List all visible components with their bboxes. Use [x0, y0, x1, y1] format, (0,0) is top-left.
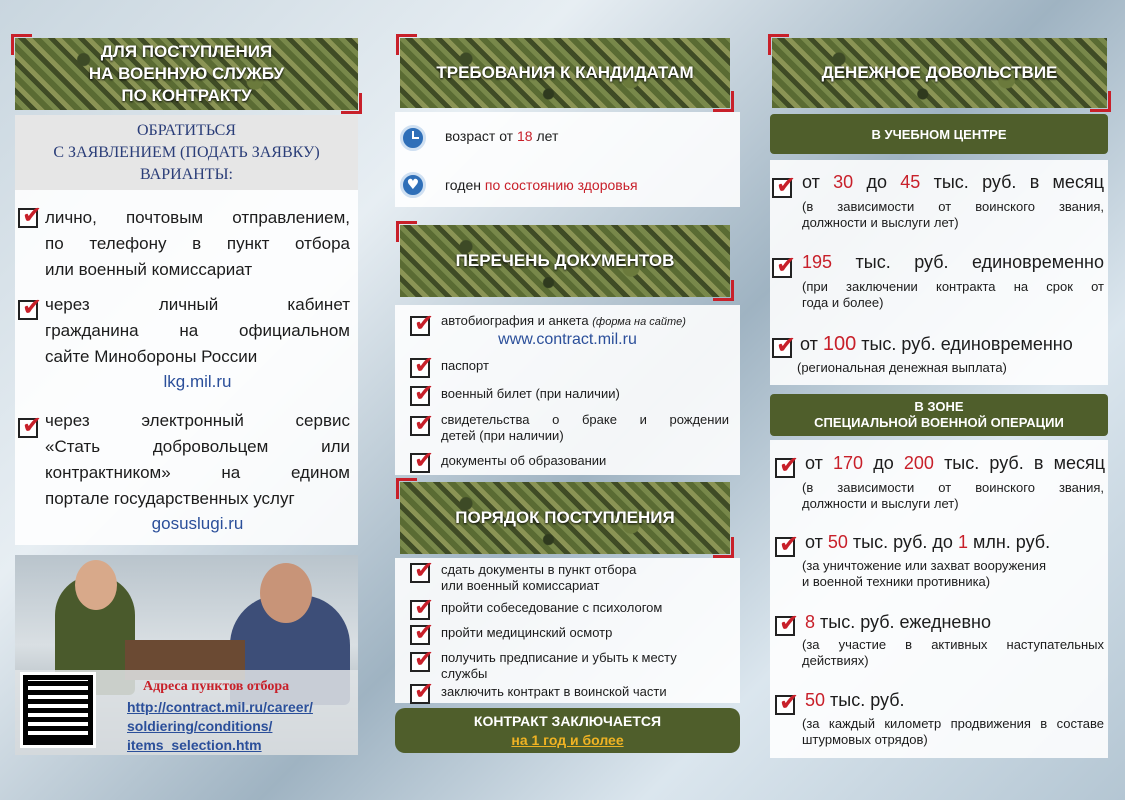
official-head: [260, 563, 312, 623]
t3-amount: 100: [822, 333, 857, 355]
option-personal-cabinet: [45, 292, 350, 370]
t3-from: от: [800, 334, 823, 354]
s1-min: 170: [833, 453, 864, 473]
qr-code-icon[interactable]: [23, 675, 93, 745]
step4-line1: получить предписание и убыть к месту: [441, 650, 677, 665]
option-in-person: [45, 205, 350, 283]
t3-unit: тыс. руб. единовременно: [856, 334, 1073, 354]
checkbox-icon: [410, 652, 430, 672]
t1-to: до: [853, 172, 901, 192]
checkbox-icon: [410, 453, 430, 473]
doc4-line2: детей (при наличии): [441, 428, 564, 443]
step-order: [441, 650, 677, 682]
option2-line1: через личный кабинет: [45, 295, 350, 314]
checkbox-icon: [772, 338, 792, 358]
pay-svo-equipment-note: [802, 558, 1104, 590]
s1-from: от: [805, 453, 834, 473]
requirements-header: ТРЕБОВАНИЯ К КАНДИДАТАМ: [400, 38, 730, 108]
checkbox-icon: [410, 684, 430, 704]
step1-line1: сдать документы в пункт отбора: [441, 562, 637, 577]
pay-training-lumpsum: [802, 252, 1104, 273]
link-line2: soldiering/conditions/: [127, 718, 273, 734]
s1-max: 200: [903, 453, 934, 473]
s4-note-line2: штурмовых отрядов): [802, 732, 928, 747]
checkbox-icon: [18, 208, 38, 228]
s2-unit: млн. руб.: [967, 532, 1051, 552]
doc-military-id: военный билет (при наличии): [441, 386, 620, 401]
step1-line2: или военный комиссариат: [441, 578, 600, 593]
age-prefix: возраст от: [445, 128, 517, 144]
option1-line2: по телефону в пункт отбора: [45, 234, 350, 253]
documents-header: ПЕРЕЧЕНЬ ДОКУМЕНТОВ: [400, 225, 730, 297]
s3-note-line2: действиях): [802, 653, 869, 668]
checkbox-icon: [775, 458, 795, 478]
procedure-header: ПОРЯДОК ПОСТУПЛЕНИЯ: [400, 482, 730, 554]
requirement-age: [445, 128, 558, 144]
apply-line1: ОБРАТИТЬСЯ: [137, 122, 236, 139]
svo-badge-line1: В ЗОНЕ: [914, 399, 964, 414]
health-prefix: годен: [445, 177, 485, 193]
col1-header-line3: ПО КОНТРАКТУ: [121, 86, 252, 105]
t1-max: 45: [900, 172, 921, 192]
requirement-health: [445, 177, 638, 193]
s3-amount: 8: [805, 612, 816, 632]
pay-svo-assault-note: [802, 716, 1104, 748]
checkbox-icon: [775, 695, 795, 715]
option3-line2: «Стать добровольцем или: [45, 437, 350, 456]
selection-points-title: Адреса пунктов отбора: [143, 679, 290, 694]
option2-line3: сайте Минобороны России: [45, 347, 258, 366]
selection-points-link[interactable]: [127, 698, 313, 755]
checkbox-icon: [772, 178, 792, 198]
s2-from: от: [805, 532, 828, 552]
t1-note-line2: должности и выслуги лет): [802, 215, 959, 230]
lkg-link[interactable]: lkg.mil.ru: [163, 372, 232, 391]
t1-from: от: [802, 172, 834, 192]
contract-site-link[interactable]: www.contract.mil.ru: [498, 331, 637, 348]
health-value: по состоянию здоровья: [484, 177, 638, 193]
t2-amount: 195: [802, 252, 833, 272]
s1-note-line2: должности и выслуги лет): [802, 496, 959, 511]
t1-min: 30: [833, 172, 854, 192]
gosuslugi-link[interactable]: gosuslugi.ru: [151, 514, 244, 533]
step-sign-contract: заключить контракт в воинской части: [441, 684, 667, 699]
pay-svo-equipment: [805, 532, 1050, 553]
clock-icon: [400, 125, 426, 151]
s1-note-line1: (в зависимости от воинского звания,: [802, 480, 1104, 495]
step-psychologist: пройти собеседование с психологом: [441, 600, 663, 615]
doc1-label: автобиография и анкета: [441, 313, 589, 328]
col1-apply-panel: [15, 115, 358, 190]
t2-note-line2: года и более): [802, 295, 884, 310]
contract-term-banner: [395, 708, 740, 753]
col1-header: [15, 38, 358, 110]
apply-line3: ВАРИАНТЫ:: [140, 166, 233, 183]
training-center-badge: В УЧЕБНОМ ЦЕНТРЕ: [770, 114, 1108, 154]
checkbox-icon: [410, 416, 430, 436]
s4-unit: тыс. руб.: [825, 690, 905, 710]
pay-svo-monthly-note: [802, 480, 1104, 512]
checkbox-icon: [18, 300, 38, 320]
svo-badge: [770, 394, 1108, 436]
link-line3: items_selection.htm: [127, 737, 262, 753]
checkbox-icon: [410, 600, 430, 620]
doc1-note: (форма на сайте): [592, 316, 686, 328]
pay-svo-assault: [805, 690, 905, 711]
s2-max: 1: [957, 532, 968, 552]
pay-training-lumpsum-note: [802, 279, 1104, 311]
heart-pulse-icon: ♥: [400, 172, 426, 198]
checkbox-icon: [410, 358, 430, 378]
checkbox-icon: [775, 537, 795, 557]
pay-header: ДЕНЕЖНОЕ ДОВОЛЬСТВИЕ: [772, 38, 1107, 108]
s2-min: 50: [827, 532, 848, 552]
contract-title: КОНТРАКТ ЗАКЛЮЧАЕТСЯ: [473, 713, 662, 729]
age-value: 18: [516, 128, 533, 144]
pay-training-monthly: [802, 172, 1104, 193]
contract-term: на 1 год и более: [511, 732, 624, 748]
option3-line1: через электронный сервис: [45, 411, 350, 430]
t1-note-line1: (в зависимости от воинского звания,: [802, 199, 1104, 214]
checkbox-icon: [18, 418, 38, 438]
t1-unit: тыс. руб. в месяц: [920, 172, 1105, 192]
checkbox-icon: [410, 625, 430, 645]
option1-line3: или военный комиссариат: [45, 260, 253, 279]
pay-regional-note: (региональная денежная выплата): [797, 360, 1007, 375]
step-medical: пройти медицинский осмотр: [441, 625, 613, 640]
option1-line1: лично, почтовым отправлением,: [45, 208, 350, 227]
recruitment-photo: [15, 555, 358, 755]
soldier-head: [75, 560, 117, 610]
s1-to: до: [863, 453, 904, 473]
s3-unit: тыс. руб. ежедневно: [815, 612, 991, 632]
option3-line3: контрактником» на едином: [45, 463, 350, 482]
age-suffix: лет: [532, 128, 559, 144]
link-line1: http://contract.mil.ru/career/: [127, 699, 313, 715]
doc-autobiography: [441, 313, 686, 328]
step-submit-documents: [441, 562, 636, 594]
doc-certificates: [441, 412, 729, 444]
s2-to: тыс. руб. до: [847, 532, 958, 552]
pay-svo-daily-note: [802, 637, 1104, 669]
t2-note-line1: (при заключении контракта на срок от: [802, 279, 1104, 294]
s3-note-line1: (за участие в активных наступательных: [802, 637, 1104, 652]
checkbox-icon: [410, 386, 430, 406]
option3-line4: портале государственных услуг: [45, 489, 295, 508]
col1-header-line2: НА ВОЕННУЮ СЛУЖБУ: [88, 64, 285, 83]
s4-note-line1: (за каждый километр продвижения в составе: [802, 716, 1104, 731]
pay-svo-monthly: [805, 453, 1105, 474]
checkbox-icon: [410, 563, 430, 583]
option2-line2: гражданина на официальном: [45, 321, 350, 340]
doc-passport: паспорт: [441, 358, 489, 373]
col1-header-line1: ДЛЯ ПОСТУПЛЕНИЯ: [100, 42, 273, 61]
pay-svo-daily: [805, 612, 991, 633]
s1-unit: тыс. руб. в месяц: [933, 453, 1106, 473]
svo-badge-line2: СПЕЦИАЛЬНОЙ ВОЕННОЙ ОПЕРАЦИИ: [814, 415, 1064, 430]
pay-regional: [800, 333, 1102, 356]
checkbox-icon: [775, 616, 795, 636]
s2-note-line2: и военной техники противника): [802, 574, 991, 589]
step4-line2: службы: [441, 666, 488, 681]
apply-line2: С ЗАЯВЛЕНИЕМ (ПОДАТЬ ЗАЯВКУ): [53, 144, 320, 161]
doc-education: документы об образовании: [441, 453, 607, 468]
t2-unit: тыс. руб. единовременно: [832, 252, 1104, 272]
option-gosuslugi: [45, 408, 350, 512]
checkbox-icon: [772, 258, 792, 278]
pay-training-monthly-note: [802, 199, 1104, 231]
s2-note-line1: (за уничтожение или захват вооружения: [802, 558, 1046, 573]
doc4-line1: свидетельства о браке и рождении: [441, 412, 729, 427]
s4-amount: 50: [805, 690, 826, 710]
